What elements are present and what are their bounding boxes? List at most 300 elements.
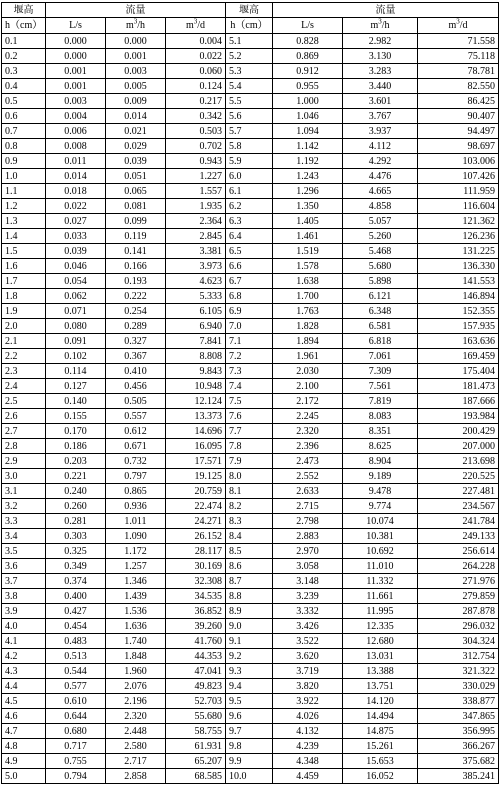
- ls-cell-right: 0.828: [273, 34, 343, 49]
- m3h-cell: 0.797: [106, 469, 166, 484]
- m3d-cell: 12.124: [166, 394, 226, 409]
- ls-cell-right: 2.970: [273, 544, 343, 559]
- m3h-cell: 1.257: [106, 559, 166, 574]
- h-cell-right: 5.9: [226, 154, 273, 169]
- h-cell-right: 9.5: [226, 694, 273, 709]
- m3h-cell-right: 9.189: [343, 469, 418, 484]
- m3d-cell-right: 385.241: [418, 769, 499, 784]
- h-cell: 1.7: [2, 274, 46, 289]
- m3h-cell-right: 3.937: [343, 124, 418, 139]
- h-cell: 1.1: [2, 184, 46, 199]
- h-cell-right: 8.9: [226, 604, 273, 619]
- h-cell-right: 5.7: [226, 124, 273, 139]
- h-cell-right: 8.2: [226, 499, 273, 514]
- ls-cell: 0.102: [46, 349, 106, 364]
- ls-cell: 0.374: [46, 574, 106, 589]
- m3d-cell-right: 111.959: [418, 184, 499, 199]
- ls-cell: 0.001: [46, 64, 106, 79]
- m3h-cell: 0.119: [106, 229, 166, 244]
- h-cell-right: 7.3: [226, 364, 273, 379]
- m3h-cell-right: 14.120: [343, 694, 418, 709]
- m3d-cell-right: 287.878: [418, 604, 499, 619]
- h-cell-right: 8.4: [226, 529, 273, 544]
- weir-height-header-right: 堰高: [226, 3, 273, 18]
- m3d-cell: 58.755: [166, 724, 226, 739]
- table-row: [2, 484, 499, 499]
- ls-cell: 0.001: [46, 79, 106, 94]
- h-cell: 4.2: [2, 649, 46, 664]
- ls-cell-right: 1.894: [273, 334, 343, 349]
- m3h-cell-right: 13.751: [343, 679, 418, 694]
- m3d-cell-right: 312.754: [418, 649, 499, 664]
- ls-cell: 0.610: [46, 694, 106, 709]
- m3h-cell-right: 4.665: [343, 184, 418, 199]
- m3h-cell: 0.051: [106, 169, 166, 184]
- h-cell-right: 10.0: [226, 769, 273, 784]
- table-row: [2, 319, 499, 334]
- h-cell-right: 6.1: [226, 184, 273, 199]
- ls-cell-right: 4.026: [273, 709, 343, 724]
- table-row: [2, 754, 499, 769]
- m3d-cell: 0.124: [166, 79, 226, 94]
- m3d-cell-right: 375.682: [418, 754, 499, 769]
- ls-cell-right: 3.719: [273, 664, 343, 679]
- ls-cell: 0.011: [46, 154, 106, 169]
- m3h-cell-right: 8.904: [343, 454, 418, 469]
- ls-cell: 0.046: [46, 259, 106, 274]
- m3d-cell-right: 157.935: [418, 319, 499, 334]
- ls-cell-right: 2.798: [273, 514, 343, 529]
- table-row: [2, 409, 499, 424]
- m3h-cell: 0.456: [106, 379, 166, 394]
- ls-cell-right: 2.473: [273, 454, 343, 469]
- ls-cell-right: 1.519: [273, 244, 343, 259]
- m3d-cell: 0.022: [166, 49, 226, 64]
- h-cell: 2.7: [2, 424, 46, 439]
- ls-cell: 0.281: [46, 514, 106, 529]
- m3h-cell-right: 7.061: [343, 349, 418, 364]
- m3h-cell: 0.505: [106, 394, 166, 409]
- h-cell-right: 7.4: [226, 379, 273, 394]
- ls-cell: 0.000: [46, 49, 106, 64]
- ls-cell: 0.033: [46, 229, 106, 244]
- m3h-cell: 0.166: [106, 259, 166, 274]
- m3h-cell-right: 7.561: [343, 379, 418, 394]
- h-cell-right: 9.8: [226, 739, 273, 754]
- h-cell-right: 6.7: [226, 274, 273, 289]
- m3d-cell: 0.702: [166, 139, 226, 154]
- m3d-cell-right: 136.330: [418, 259, 499, 274]
- table-row: [2, 469, 499, 484]
- m3h-cell: 1.636: [106, 619, 166, 634]
- m3h-cell-right: 4.112: [343, 139, 418, 154]
- table-row: [2, 274, 499, 289]
- m3h-cell: 1.740: [106, 634, 166, 649]
- table-row: [2, 289, 499, 304]
- m3h-cell: 2.580: [106, 739, 166, 754]
- m3d-cell: 2.845: [166, 229, 226, 244]
- m3h-cell: 2.196: [106, 694, 166, 709]
- m3d-cell: 10.948: [166, 379, 226, 394]
- table-row: [2, 574, 499, 589]
- m3h-cell: 2.076: [106, 679, 166, 694]
- h-cell-right: 6.6: [226, 259, 273, 274]
- h-cell-right: 7.2: [226, 349, 273, 364]
- h-cell-right: 6.5: [226, 244, 273, 259]
- m3h-cell: 0.936: [106, 499, 166, 514]
- weir-flow-table: [1, 2, 499, 784]
- m3h-cell-right: 14.494: [343, 709, 418, 724]
- m3d-cell: 55.680: [166, 709, 226, 724]
- m3h-cell-right: 15.261: [343, 739, 418, 754]
- m3d-cell-right: 213.698: [418, 454, 499, 469]
- ls-cell: 0.680: [46, 724, 106, 739]
- ls-cell: 0.114: [46, 364, 106, 379]
- ls-cell: 0.303: [46, 529, 106, 544]
- header-row-2: [2, 18, 499, 34]
- m3h-cell: 1.172: [106, 544, 166, 559]
- h-cell: 2.9: [2, 454, 46, 469]
- h-cell: 4.4: [2, 679, 46, 694]
- m3d-cell: 24.271: [166, 514, 226, 529]
- m3d-cell: 20.759: [166, 484, 226, 499]
- m3d-cell: 8.808: [166, 349, 226, 364]
- ls-cell-right: 3.522: [273, 634, 343, 649]
- table-row: [2, 199, 499, 214]
- table-row: [2, 229, 499, 244]
- ls-cell-right: 1.350: [273, 199, 343, 214]
- h-cell: 3.5: [2, 544, 46, 559]
- m3h-header: $m^3/h$: [106, 18, 166, 34]
- table-row: [2, 394, 499, 409]
- table-row: [2, 139, 499, 154]
- h-cell: 2.5: [2, 394, 46, 409]
- m3d-cell-right: 347.865: [418, 709, 499, 724]
- m3d-cell-right: 146.894: [418, 289, 499, 304]
- m3d-cell: 28.117: [166, 544, 226, 559]
- table-body: [2, 34, 499, 784]
- header-row-1: [2, 3, 499, 18]
- h-cell-right: 6.0: [226, 169, 273, 184]
- m3d-cell-right: 163.636: [418, 334, 499, 349]
- m3h-cell: 1.536: [106, 604, 166, 619]
- h-cell: 4.0: [2, 619, 46, 634]
- h-cell: 1.8: [2, 289, 46, 304]
- m3d-cell: 32.308: [166, 574, 226, 589]
- m3h-cell: 0.732: [106, 454, 166, 469]
- m3h-cell-right: 15.653: [343, 754, 418, 769]
- m3h-cell: 2.320: [106, 709, 166, 724]
- ls-cell: 0.577: [46, 679, 106, 694]
- m3d-cell: 5.333: [166, 289, 226, 304]
- h-cell: 2.1: [2, 334, 46, 349]
- h-cell: 1.6: [2, 259, 46, 274]
- table-row: [2, 94, 499, 109]
- ls-cell-right: 1.046: [273, 109, 343, 124]
- m3h-cell-right: 11.332: [343, 574, 418, 589]
- ls-cell: 0.062: [46, 289, 106, 304]
- ls-cell: 0.186: [46, 439, 106, 454]
- m3d-cell: 61.931: [166, 739, 226, 754]
- h-cell: 0.8: [2, 139, 46, 154]
- m3h-cell-right: 8.083: [343, 409, 418, 424]
- ls-cell-right: 1.000: [273, 94, 343, 109]
- m3d-cell-right: 78.781: [418, 64, 499, 79]
- m3h-cell: 1.346: [106, 574, 166, 589]
- h-cell-right: 7.9: [226, 454, 273, 469]
- m3d-cell: 17.571: [166, 454, 226, 469]
- h-cell-right: 5.3: [226, 64, 273, 79]
- table-row: [2, 454, 499, 469]
- m3d-cell-right: 271.976: [418, 574, 499, 589]
- ls-cell: 0.717: [46, 739, 106, 754]
- h-cell-right: 5.8: [226, 139, 273, 154]
- ls-cell-right: 2.715: [273, 499, 343, 514]
- h-cell: 4.9: [2, 754, 46, 769]
- ls-cell-right: 1.763: [273, 304, 343, 319]
- ls-cell: 0.000: [46, 34, 106, 49]
- table-row: [2, 169, 499, 184]
- h-cell: 4.5: [2, 694, 46, 709]
- h-cell: 2.2: [2, 349, 46, 364]
- table-row: [2, 124, 499, 139]
- m3d-cell-right: 187.666: [418, 394, 499, 409]
- m3d-cell: 0.217: [166, 94, 226, 109]
- ls-cell-right: 2.320: [273, 424, 343, 439]
- h-cell: 4.7: [2, 724, 46, 739]
- ls-cell-right: 2.172: [273, 394, 343, 409]
- table-row: [2, 739, 499, 754]
- m3h-cell-right: 9.774: [343, 499, 418, 514]
- m3h-cell: 0.081: [106, 199, 166, 214]
- m3d-cell: 26.152: [166, 529, 226, 544]
- table-row: [2, 109, 499, 124]
- table-row: [2, 349, 499, 364]
- m3d-cell: 7.841: [166, 334, 226, 349]
- ls-cell-right: 4.459: [273, 769, 343, 784]
- m3h-cell-right: 4.292: [343, 154, 418, 169]
- ls-cell: 0.544: [46, 664, 106, 679]
- h-unit-header-right: h（cm）: [226, 18, 273, 34]
- m3d-cell: 22.474: [166, 499, 226, 514]
- h-cell-right: 5.6: [226, 109, 273, 124]
- m3d-cell: 36.852: [166, 604, 226, 619]
- ls-cell: 0.127: [46, 379, 106, 394]
- table-row: [2, 259, 499, 274]
- m3h-cell-right: 5.468: [343, 244, 418, 259]
- m3h-cell-right: 5.057: [343, 214, 418, 229]
- m3d-cell: 16.095: [166, 439, 226, 454]
- m3h-cell: 1.090: [106, 529, 166, 544]
- ls-cell: 0.454: [46, 619, 106, 634]
- ls-cell-right: 3.620: [273, 649, 343, 664]
- m3d-cell: 0.004: [166, 34, 226, 49]
- h-cell: 2.8: [2, 439, 46, 454]
- h-cell: 2.4: [2, 379, 46, 394]
- ls-cell-right: 2.245: [273, 409, 343, 424]
- ls-cell: 0.644: [46, 709, 106, 724]
- m3d-cell: 0.342: [166, 109, 226, 124]
- table-row: [2, 529, 499, 544]
- m3d-cell-right: 121.362: [418, 214, 499, 229]
- h-cell-right: 9.0: [226, 619, 273, 634]
- m3h-cell-right: 4.476: [343, 169, 418, 184]
- m3h-cell: 0.865: [106, 484, 166, 499]
- m3h-cell-right: 13.031: [343, 649, 418, 664]
- h-cell: 0.5: [2, 94, 46, 109]
- h-cell: 3.3: [2, 514, 46, 529]
- m3h-cell: 0.029: [106, 139, 166, 154]
- m3d-cell-right: 141.553: [418, 274, 499, 289]
- h-cell: 0.1: [2, 34, 46, 49]
- ls-cell: 0.091: [46, 334, 106, 349]
- ls-cell: 0.203: [46, 454, 106, 469]
- m3h-cell: 0.367: [106, 349, 166, 364]
- table-row: [2, 364, 499, 379]
- m3h-cell-right: 10.381: [343, 529, 418, 544]
- m3h-cell: 0.009: [106, 94, 166, 109]
- m3d-cell-right: 279.859: [418, 589, 499, 604]
- ls-cell: 0.014: [46, 169, 106, 184]
- table-row: [2, 334, 499, 349]
- m3d-cell: 0.503: [166, 124, 226, 139]
- m3h-header-right: $m^3/h$: [343, 18, 418, 34]
- ls-cell-right: 3.820: [273, 679, 343, 694]
- m3d-cell: 3.973: [166, 259, 226, 274]
- ls-cell: 0.221: [46, 469, 106, 484]
- m3h-cell-right: 10.074: [343, 514, 418, 529]
- h-cell-right: 5.5: [226, 94, 273, 109]
- m3d-cell-right: 75.118: [418, 49, 499, 64]
- h-cell: 1.0: [2, 169, 46, 184]
- h-cell-right: 5.1: [226, 34, 273, 49]
- m3d-cell-right: 304.324: [418, 634, 499, 649]
- m3h-cell: 0.612: [106, 424, 166, 439]
- ls-cell-right: 1.094: [273, 124, 343, 139]
- ls-cell: 0.755: [46, 754, 106, 769]
- table-row: [2, 34, 499, 49]
- h-cell-right: 6.9: [226, 304, 273, 319]
- m3d-cell: 3.381: [166, 244, 226, 259]
- ls-cell-right: 1.578: [273, 259, 343, 274]
- h-cell: 1.5: [2, 244, 46, 259]
- h-cell-right: 9.3: [226, 664, 273, 679]
- h-cell: 2.6: [2, 409, 46, 424]
- m3h-cell: 0.005: [106, 79, 166, 94]
- m3d-cell-right: 90.407: [418, 109, 499, 124]
- ls-cell-right: 1.142: [273, 139, 343, 154]
- m3h-cell-right: 11.995: [343, 604, 418, 619]
- m3d-cell-right: 126.236: [418, 229, 499, 244]
- m3d-cell: 39.260: [166, 619, 226, 634]
- h-cell: 3.4: [2, 529, 46, 544]
- table-row: [2, 184, 499, 199]
- ls-cell-right: 3.148: [273, 574, 343, 589]
- h-cell: 1.2: [2, 199, 46, 214]
- m3d-cell-right: 220.525: [418, 469, 499, 484]
- m3h-cell: 1.011: [106, 514, 166, 529]
- ls-cell-right: 0.955: [273, 79, 343, 94]
- h-cell-right: 9.1: [226, 634, 273, 649]
- m3h-cell: 0.065: [106, 184, 166, 199]
- table-row: [2, 214, 499, 229]
- m3h-cell: 0.557: [106, 409, 166, 424]
- m3h-cell-right: 9.478: [343, 484, 418, 499]
- m3d-cell-right: 86.425: [418, 94, 499, 109]
- m3h-cell-right: 3.283: [343, 64, 418, 79]
- table-row: [2, 64, 499, 79]
- m3d-cell-right: 264.228: [418, 559, 499, 574]
- h-cell-right: 9.2: [226, 649, 273, 664]
- ls-cell: 0.400: [46, 589, 106, 604]
- ls-cell: 0.008: [46, 139, 106, 154]
- m3h-cell-right: 8.625: [343, 439, 418, 454]
- m3h-cell: 1.960: [106, 664, 166, 679]
- m3d-cell-right: 107.426: [418, 169, 499, 184]
- h-cell-right: 8.7: [226, 574, 273, 589]
- h-cell: 4.1: [2, 634, 46, 649]
- h-cell-right: 7.5: [226, 394, 273, 409]
- m3d-cell-right: 103.006: [418, 154, 499, 169]
- ls-cell: 0.054: [46, 274, 106, 289]
- ls-cell: 0.349: [46, 559, 106, 574]
- ls-cell-right: 1.461: [273, 229, 343, 244]
- m3h-cell-right: 6.581: [343, 319, 418, 334]
- ls-cell: 0.004: [46, 109, 106, 124]
- ls-cell: 0.170: [46, 424, 106, 439]
- table-row: [2, 559, 499, 574]
- m3h-cell-right: 6.818: [343, 334, 418, 349]
- ls-cell-right: 1.243: [273, 169, 343, 184]
- h-cell: 2.0: [2, 319, 46, 334]
- m3h-cell-right: 6.348: [343, 304, 418, 319]
- m3d-cell: 44.353: [166, 649, 226, 664]
- ls-cell: 0.155: [46, 409, 106, 424]
- m3h-cell: 0.671: [106, 439, 166, 454]
- m3d-cell: 4.623: [166, 274, 226, 289]
- m3d-cell: 68.585: [166, 769, 226, 784]
- h-cell: 4.3: [2, 664, 46, 679]
- m3d-cell: 14.696: [166, 424, 226, 439]
- ls-cell-right: 1.961: [273, 349, 343, 364]
- ls-cell: 0.260: [46, 499, 106, 514]
- ls-cell-right: 1.296: [273, 184, 343, 199]
- m3d-cell-right: 94.497: [418, 124, 499, 139]
- table-row: [2, 649, 499, 664]
- m3h-cell: 0.141: [106, 244, 166, 259]
- m3h-cell: 0.254: [106, 304, 166, 319]
- ls-cell-right: 3.922: [273, 694, 343, 709]
- m3d-cell-right: 193.984: [418, 409, 499, 424]
- m3d-header: $m^3/d$: [166, 18, 226, 34]
- m3d-cell-right: 356.995: [418, 724, 499, 739]
- m3h-cell-right: 14.875: [343, 724, 418, 739]
- m3d-cell-right: 207.000: [418, 439, 499, 454]
- m3d-cell-right: 227.481: [418, 484, 499, 499]
- ls-cell: 0.140: [46, 394, 106, 409]
- ls-cell-right: 2.883: [273, 529, 343, 544]
- ls-cell: 0.080: [46, 319, 106, 334]
- m3d-cell: 65.207: [166, 754, 226, 769]
- h-cell: 1.3: [2, 214, 46, 229]
- m3d-cell-right: 181.473: [418, 379, 499, 394]
- table-row: [2, 499, 499, 514]
- table-row: [2, 619, 499, 634]
- m3d-cell: 1.227: [166, 169, 226, 184]
- h-cell: 0.6: [2, 109, 46, 124]
- ls-cell-right: 1.405: [273, 214, 343, 229]
- ls-header-right: L/s: [273, 18, 343, 34]
